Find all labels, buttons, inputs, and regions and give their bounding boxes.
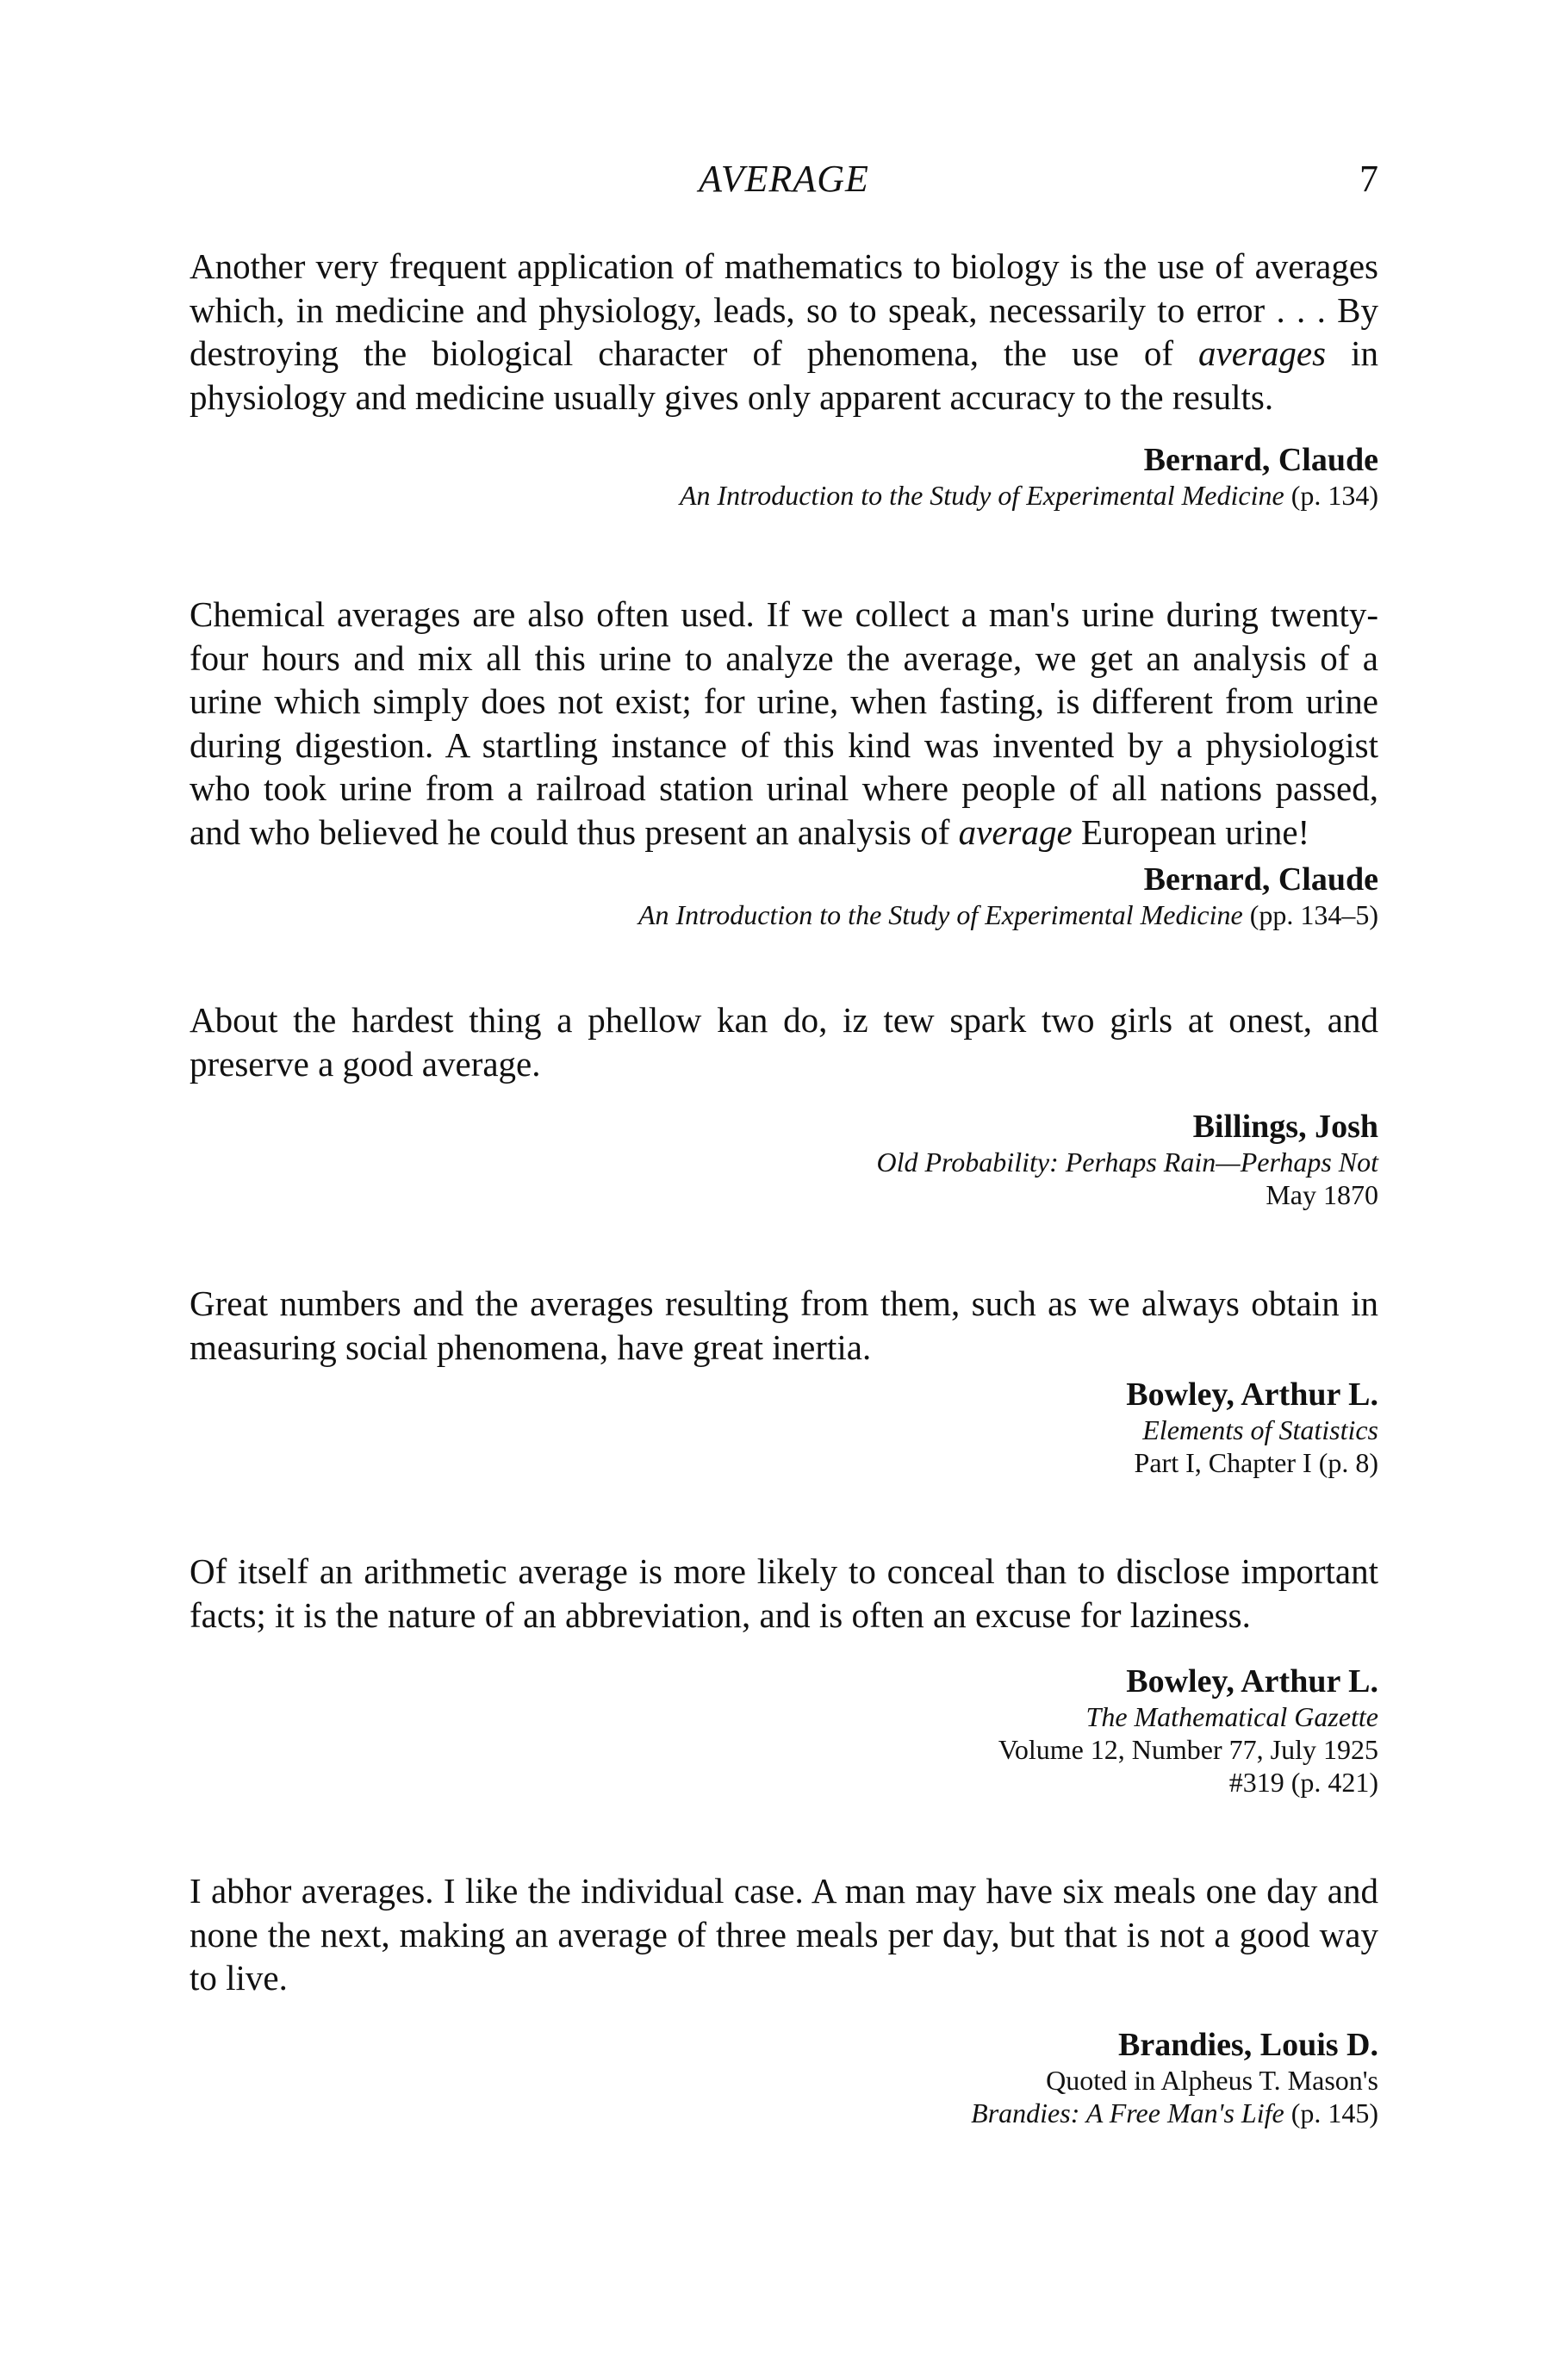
page-number: 7: [1359, 158, 1378, 200]
quote-text: Chemical averages are also often used. If we collect a man's urine during twenty-four hours and mix all this urine to analyze the average, we get an analysis of a urine which simply does not exist; for urine, when fasting, is different from urine during digestion. A startling instance of this kind was invented by a physiologist who took urine from a railroad station urinal where people of all nations passed, and who believed he could thus present an analysis of average European urine!: [190, 594, 1378, 852]
author-name: Bernard, Claude: [1143, 442, 1378, 478]
emphasis: averages: [1198, 333, 1327, 373]
quote-text: About the hardest thing a phellow kan do, iz tew spark two girls at onest, and preserve a good average.: [190, 1000, 1378, 1084]
quote-entry: [190, 1282, 1378, 1479]
author-name: Bowley, Arthur L.: [1126, 1663, 1378, 1700]
attribution: [190, 861, 1378, 931]
quote-entry: [190, 1869, 1378, 2129]
attribution: [190, 1108, 1378, 1211]
quote-text: Great numbers and the averages resulting from them, such as we always obtain in measuring social phenomena, have great inertia.: [190, 1283, 1378, 1367]
author-name: Bowley, Arthur L.: [1126, 1376, 1378, 1413]
attribution: [190, 2026, 1378, 2129]
attribution: [190, 1662, 1378, 1799]
quote-text: I abhor averages. I like the individual case. A man may have six meals one day and none the next, making an average of three meals per day, but that is not a good way to live.: [190, 1871, 1378, 1998]
source-prefix: Quoted in Alpheus T. Mason's: [1046, 2064, 1378, 2096]
attribution: [190, 1376, 1378, 1479]
quote-entry: [190, 245, 1378, 512]
source-citation: An Introduction to the Study of Experimental Medicine (pp. 134–5): [637, 899, 1378, 930]
source-detail: Part I, Chapter I (p. 8): [1134, 1447, 1378, 1478]
attribution: [190, 441, 1378, 512]
source-title: An Introduction to the Study of Experimental Medicine: [679, 480, 1284, 511]
source-citation: Brandies: A Free Man's Life (p. 145): [971, 2097, 1378, 2128]
source-detail: #319 (p. 421): [1228, 1767, 1378, 1798]
quote-text: Another very frequent application of mathematics to biology is the use of averages which, in medicine and physiology, leads, so to speak, necessarily to error . . . By destroying the biological character of phenomena, the use of averages in physiology and medicine usually gives only apparent accuracy to the results.: [190, 246, 1378, 417]
quote-entry: [190, 1550, 1378, 1799]
quote-text: Of itself an arithmetic average is more likely to conceal than to disclose important facts; it is the nature of an abbreviation, and is often an excuse for laziness.: [190, 1551, 1378, 1635]
author-name: Bernard, Claude: [1143, 861, 1378, 898]
source-citation: An Introduction to the Study of Experimental Medicine (p. 134): [679, 480, 1378, 511]
source-volume: Volume 12, Number 77, July 1925: [998, 1734, 1378, 1765]
source-title: The Mathematical Gazette: [1085, 1701, 1378, 1732]
running-head: [190, 157, 1378, 208]
book-page: [190, 157, 1378, 2129]
quote-entry: [190, 998, 1378, 1211]
emphasis: average: [958, 811, 1073, 852]
source-title: An Introduction to the Study of Experimental Medicine: [637, 899, 1243, 930]
source-title: Elements of Statistics: [1142, 1414, 1378, 1445]
source-title: Brandies: A Free Man's Life: [971, 2097, 1284, 2128]
author-name: Billings, Josh: [1192, 1109, 1378, 1145]
running-title: AVERAGE: [699, 158, 869, 200]
quote-entry: [190, 593, 1378, 931]
author-name: Brandies, Louis D.: [1118, 2026, 1378, 2063]
source-title: Old Probability: Perhaps Rain—Perhaps Not: [876, 1147, 1378, 1178]
source-date: May 1870: [1266, 1179, 1378, 1210]
